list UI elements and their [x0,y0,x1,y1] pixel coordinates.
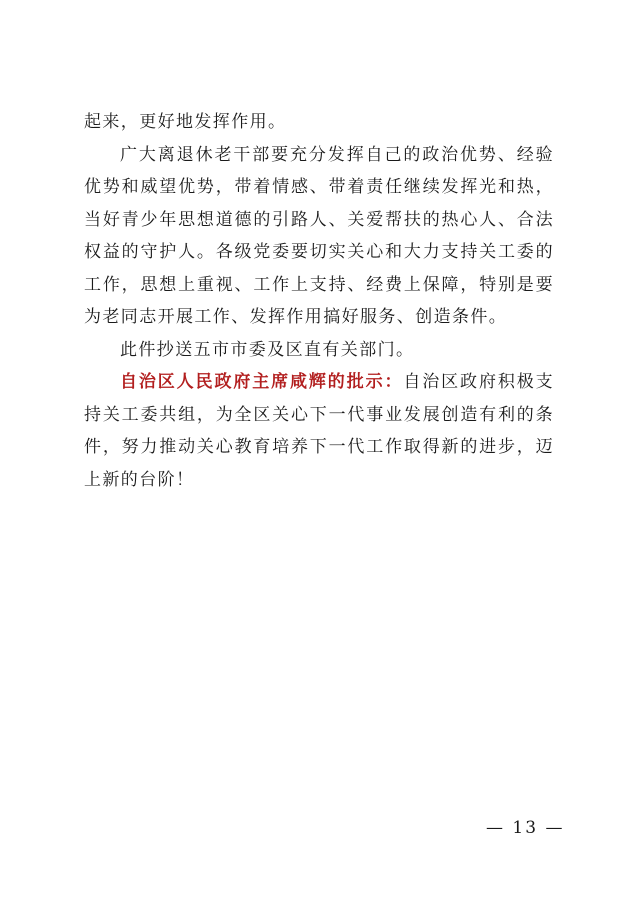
instruction-heading: 自治区人民政府主席咸辉的批示： [120,372,404,392]
paragraph-continuation: 起来，更好地发挥作用。 [84,112,287,132]
paragraph-veteran-cadres: 广大离退休老干部要充分发挥自己的政治优势、经验优势和威望优势，带着情感、带着责任继续发挥光和热，当好青少年思想道德的引路人、关爱帮扶的热心人、合法权益的守护人。各级党委要切实关心和大力支持关工委的工作，思想上重视、工作上支持、经费上保障，特别是要为老同志开展工作、发挥作用搞好服务、创造条件。 [84,144,554,327]
instruction-body: 自治区政府积极支持关工委共组，为全区关心下一代事业发展创造有利的条件，努力推动关心教育培养下一代工作取得新的进步，迈上新的台阶！ [84,372,555,490]
paragraph-chairman-instruction [84,366,554,496]
paragraph-distribution-note: 此件抄送五市市委及区直有关部门。 [120,339,415,360]
document-body [84,106,554,496]
page-number: — 13 — [486,818,565,838]
